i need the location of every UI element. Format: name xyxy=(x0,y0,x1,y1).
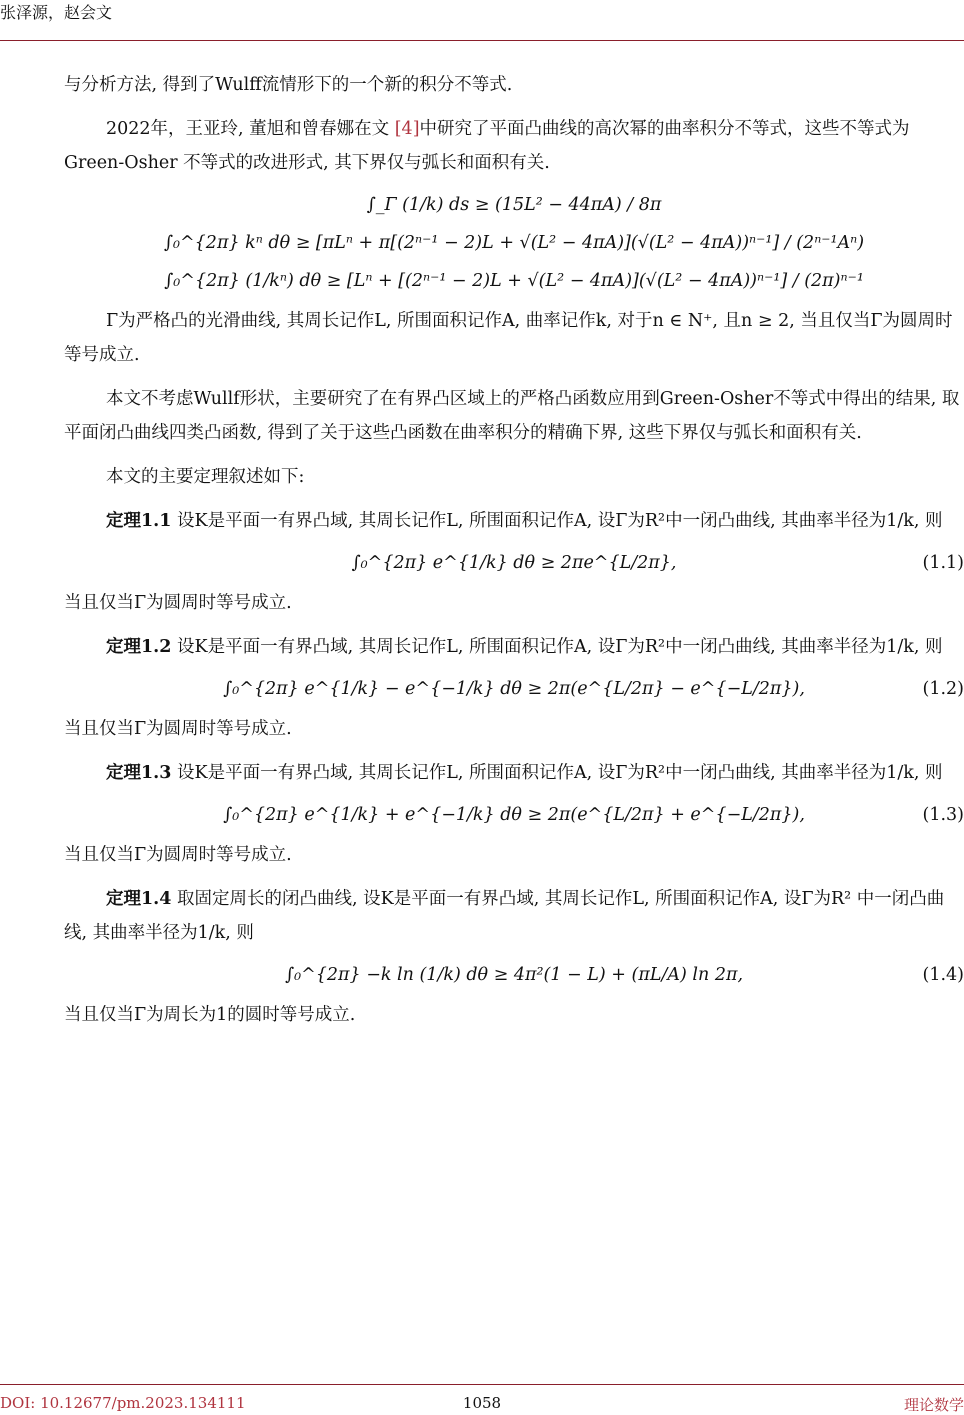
equation-body: ∫₀^{2π} −k ln (1/k) dθ ≥ 4π²(1 − L) + (πL/A) ln 2π, xyxy=(285,965,743,985)
footer-divider xyxy=(0,1384,964,1385)
theorem-equation xyxy=(64,800,964,830)
paragraph-1: 与分析方法, 得到了Wulff流情形下的一个新的积分不等式. xyxy=(64,68,964,102)
theorem-text: 设K是平面一有界凸域, 其周长记作L, 所围面积记作A, 设Γ为R²中一闭凸曲线, 其曲率半径为1/k, 则 xyxy=(177,763,942,783)
theorem-condition: 当且仅当Γ为圆周时等号成立. xyxy=(64,586,964,620)
journal-name[interactable]: 理论数学 xyxy=(904,1394,964,1415)
equation-a: ∫_Γ (1/k) ds ≥ (15L² − 44πA) / 8π xyxy=(64,190,964,220)
equation-body: ∫₀^{2π} e^{1/k} dθ ≥ 2πe^{L/2π}, xyxy=(352,553,677,573)
theorem-equation xyxy=(64,960,964,990)
citation-link[interactable]: [4] xyxy=(395,119,420,139)
theorem-statement xyxy=(64,882,964,950)
theorem-text: 设K是平面一有界凸域, 其周长记作L, 所围面积记作A, 设Γ为R²中一闭凸曲线, 其曲率半径为1/k, 则 xyxy=(177,637,942,657)
paragraph-4: 本文不考虑Wullf形状，主要研究了在有界凸区域上的严格凸函数应用到Green-Osher不等式中得出的结果, 取平面闭凸曲线四类凸函数, 得到了关于这些凸函数在曲率积分的精确下界, 这些下界仅与弧长和面积有关. xyxy=(64,382,964,450)
paragraph-5: 本文的主要定理叙述如下: xyxy=(64,460,964,494)
theorem-1-3 xyxy=(64,756,964,872)
theorem-1-4 xyxy=(64,882,964,1032)
page-number: 1058 xyxy=(0,1394,964,1412)
paragraph-2 xyxy=(64,112,964,180)
theorem-equation xyxy=(64,674,964,704)
equation-number: (1.4) xyxy=(923,960,964,990)
theorem-statement xyxy=(64,756,964,790)
theorem-statement xyxy=(64,504,964,538)
theorem-label: 定理1.3 xyxy=(106,763,171,783)
theorem-condition: 当且仅当Γ为圆周时等号成立. xyxy=(64,838,964,872)
header-authors: 张泽源，赵会文 xyxy=(0,0,112,23)
equation-number: (1.2) xyxy=(923,674,964,704)
theorem-label: 定理1.2 xyxy=(106,637,171,657)
equation-body: ∫₀^{2π} e^{1/k} − e^{−1/k} dθ ≥ 2π(e^{L/2π} − e^{−L/2π}), xyxy=(223,679,805,699)
equation-number: (1.3) xyxy=(923,800,964,830)
theorem-statement xyxy=(64,630,964,664)
doi-link[interactable]: DOI: 10.12677/pm.2023.134111 xyxy=(0,1394,246,1412)
equation-body: ∫₀^{2π} e^{1/k} + e^{−1/k} dθ ≥ 2π(e^{L/2π} + e^{−L/2π}), xyxy=(223,805,805,825)
theorem-1-2 xyxy=(64,630,964,746)
header-divider xyxy=(0,40,964,41)
theorem-condition: 当且仅当Γ为周长为1的圆时等号成立. xyxy=(64,998,964,1032)
paragraph-2-end: 中研究了平面凸曲线的高次幂的曲率积分不等式，这些不等式为Green-Osher 不等式的改进形式, 其下界仅与弧长和面积有关. xyxy=(64,119,910,173)
article-body xyxy=(64,68,964,1042)
equation-c: ∫₀^{2π} (1/kⁿ) dθ ≥ [Lⁿ + [(2ⁿ⁻¹ − 2)L + √(L² − 4πA)](√(L² − 4πA))ⁿ⁻¹] / (2π)ⁿ⁻¹ xyxy=(64,266,964,296)
theorem-text: 设K是平面一有界凸域, 其周长记作L, 所围面积记作A, 设Γ为R²中一闭凸曲线, 其曲率半径为1/k, 则 xyxy=(177,511,942,531)
theorem-1-1 xyxy=(64,504,964,620)
theorem-condition: 当且仅当Γ为圆周时等号成立. xyxy=(64,712,964,746)
theorem-label: 定理1.4 xyxy=(106,889,171,909)
theorem-equation xyxy=(64,548,964,578)
theorem-label: 定理1.1 xyxy=(106,511,171,531)
equation-b: ∫₀^{2π} kⁿ dθ ≥ [πLⁿ + π[(2ⁿ⁻¹ − 2)L + √(L² − 4πA)](√(L² − 4πA))ⁿ⁻¹] / (2ⁿ⁻¹Aⁿ) xyxy=(64,228,964,258)
paragraph-3: Γ为严格凸的光滑曲线, 其周长记作L, 所围面积记作A, 曲率记作k, 对于n ∈ N⁺, 且n ≥ 2, 当且仅当Γ为圆周时等号成立. xyxy=(64,304,964,372)
theorem-text: 取固定周长的闭凸曲线, 设K是平面一有界凸域, 其周长记作L, 所围面积记作A, 设Γ为R² 中一闭凸曲线, 其曲率半径为1/k, 则 xyxy=(64,889,944,943)
paragraph-2-start: 2022年，王亚玲, 董旭和曾春娜在文 xyxy=(106,119,395,139)
equation-number: (1.1) xyxy=(923,548,964,578)
